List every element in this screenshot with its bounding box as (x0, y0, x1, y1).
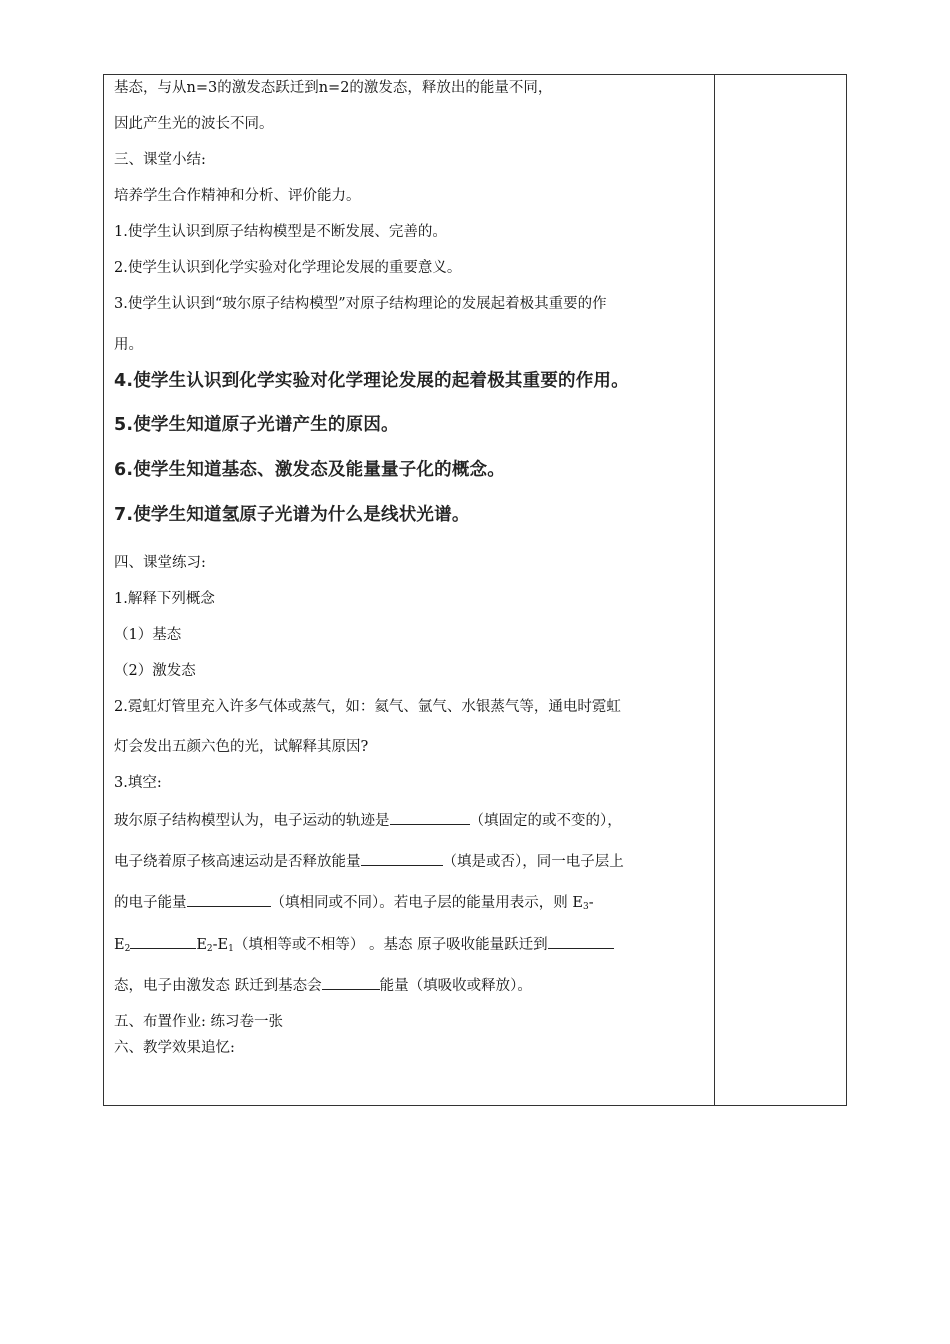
fill-in-line (114, 934, 614, 958)
text-line: 3.填空: (114, 775, 162, 791)
text-segment: （填相同或不同）。若电子层的能量用表示，则 E (270, 895, 583, 911)
section-heading: 四、课堂练习: (114, 555, 206, 571)
section-heading: 三、课堂小结: (114, 152, 206, 168)
text-line: （1）基态 (114, 627, 182, 643)
text-line: 1.使学生认识到原子结构模型是不断发展、完善的。 (114, 224, 447, 240)
subscript: 3 (582, 902, 589, 912)
subscript: 2 (206, 944, 213, 954)
text-segment: -E (212, 937, 229, 953)
answer-blank (130, 934, 196, 949)
text-segment: （填固定的或不变的）， (469, 813, 622, 829)
answer-blank (390, 810, 470, 825)
text-segment: E (114, 937, 125, 953)
answer-blank (187, 892, 271, 907)
text-line: 1.解释下列概念 (114, 591, 215, 607)
text-line: 2.霓虹灯管里充入许多气体或蒸气，如：氦气、氩气、水银蒸气等，通电时霓虹 (114, 699, 621, 715)
section-heading: 五、布置作业: 练习卷一张 (114, 1014, 283, 1030)
text-line: 3.使学生认识到“玻尔原子结构模型”对原子结构理论的发展起着极其重要的作 (114, 296, 607, 312)
text-line: 2.使学生认识到化学实验对化学理论发展的重要意义。 (114, 260, 462, 276)
text-segment: （填是或否），同一电子层上 (442, 854, 624, 870)
objective-line: 4.使学生认识到化学实验对化学理论发展的起着极其重要的作用。 (114, 371, 629, 391)
text-line: （2）激发态 (114, 663, 196, 679)
objective-line: 5.使学生知道原子光谱产生的原因。 (114, 415, 399, 435)
text-segment: E (196, 937, 207, 953)
fill-in-line (114, 810, 622, 830)
answer-blank (322, 975, 380, 990)
text-segment: （填相等或不相等） 。基态 原子吸收能量跃迁到 (233, 937, 548, 953)
text-segment: - (588, 895, 594, 911)
text-line: 基态，与从n=3的激发态跃迁到n=2的激发态，释放出的能量不同， (114, 80, 553, 96)
column-divider (714, 74, 715, 1106)
text-line: 灯会发出五颜六色的光，试解释其原因? (114, 739, 369, 755)
text-segment: 态，电子由激发态 跃迁到基态会 (114, 978, 322, 994)
text-segment: 的电子能量 (114, 895, 187, 911)
section-heading: 六、教学效果追忆: (114, 1040, 235, 1056)
text-segment: 能量（填吸收或释放）。 (379, 978, 532, 994)
answer-blank (548, 934, 614, 949)
text-line: 因此产生光的波长不同。 (114, 116, 274, 132)
fill-in-line (114, 851, 624, 871)
fill-in-line (114, 892, 594, 916)
subscript: 2 (124, 944, 131, 954)
text-line: 用。 (114, 337, 143, 353)
answer-blank (361, 851, 443, 866)
text-line: 培养学生合作精神和分析、评价能力。 (114, 188, 361, 204)
text-segment: 电子绕着原子核高速运动是否释放能量 (114, 854, 361, 870)
objective-line: 6.使学生知道基态、激发态及能量量子化的概念。 (114, 460, 505, 480)
subscript: 1 (228, 944, 234, 954)
fill-in-line (114, 975, 532, 995)
objective-line: 7.使学生知道氢原子光谱为什么是线状光谱。 (114, 505, 470, 525)
text-segment: 玻尔原子结构模型认为，电子运动的轨迹是 (114, 813, 390, 829)
